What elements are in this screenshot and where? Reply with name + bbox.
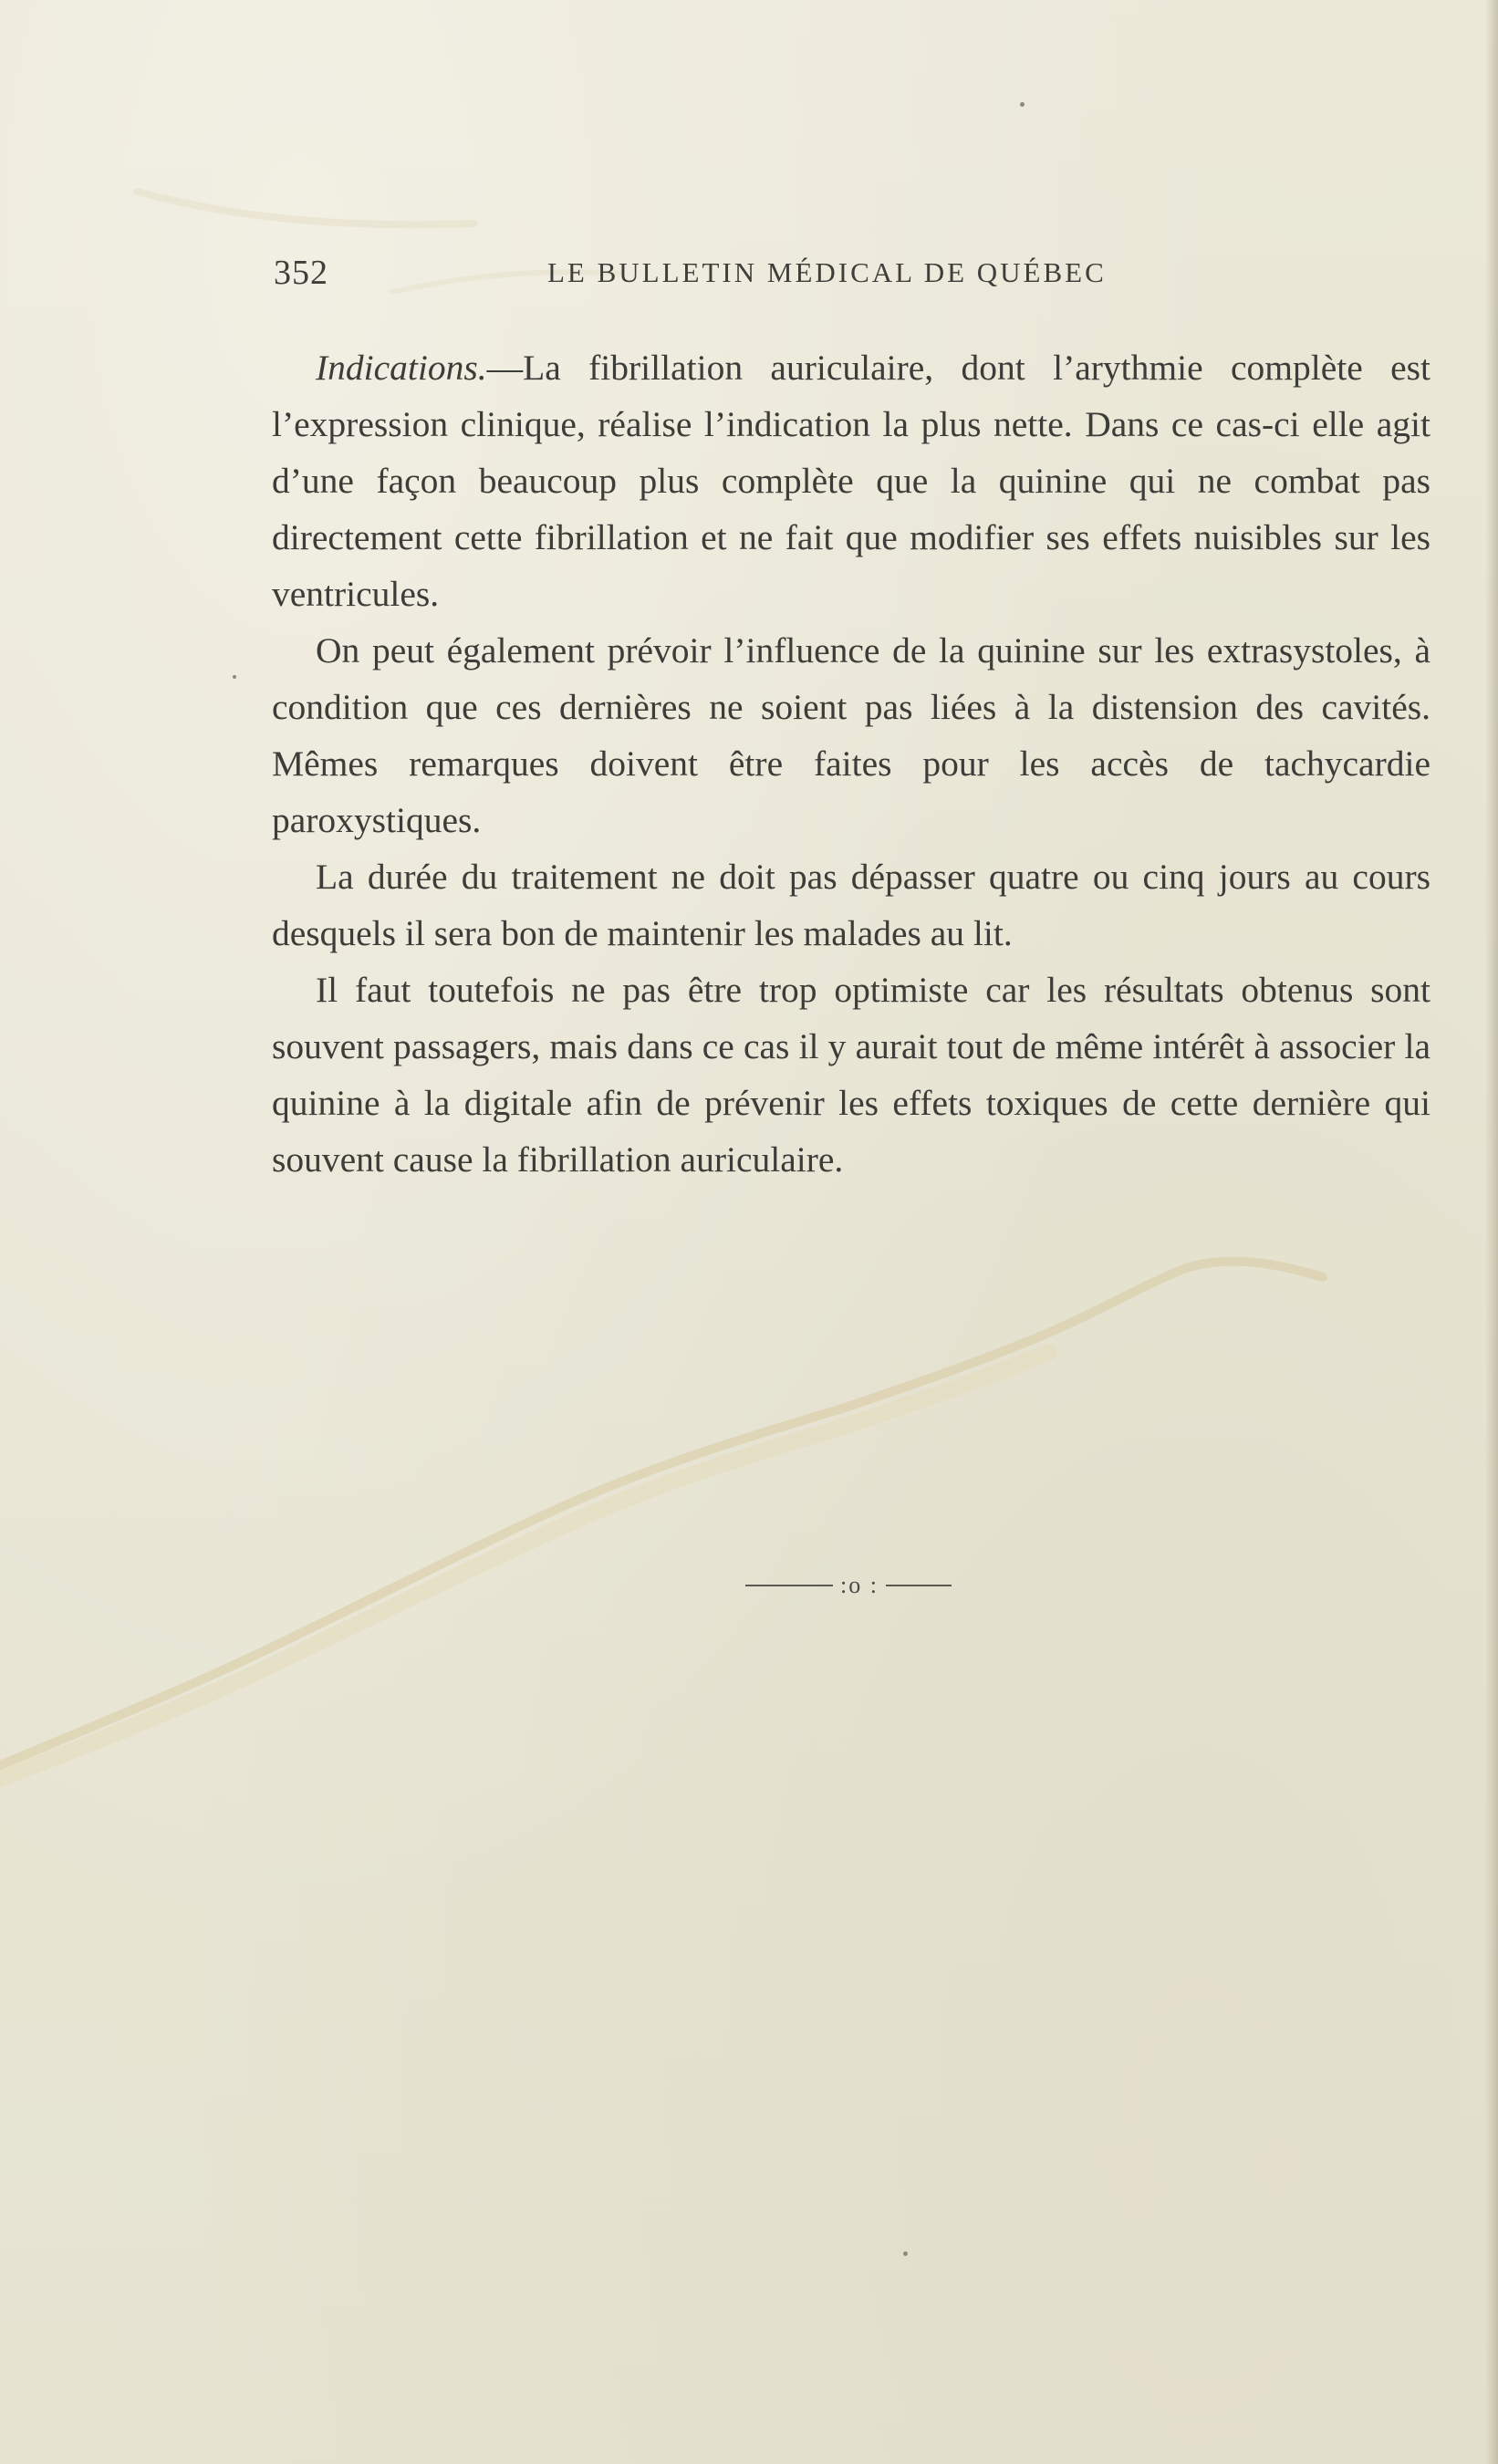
paragraph-text: —La fibrillation auriculaire, dont l’arythmie complète est l’expression clinique, réalise l’indication la plus nette. Dans ce cas-ci elle agit d’une façon beaucoup plus complète que la quinine qui ne combat pas directement cette fibrillation et ne fait que modifier ses effets nuisibles sur les ventricules. (272, 348, 1430, 614)
paragraph-duration: La durée du traitement ne doit pas dépasser quatre ou cinq jours au cours desquels il sera bon de maintenir les malades au lit. (272, 857, 1430, 953)
paragraph-extrasystoles: On peut également prévoir l’influence de la quinine sur les extrasystoles, à condition que ces dernières ne soient pas liées à la distension des cavités. Mêmes remarques doivent être faites pour les accès de tachycardie paroxystiques. (272, 630, 1430, 840)
article-body (272, 339, 1430, 1188)
paragraph-caution: Il faut toutefois ne pas être trop optimiste car les résultats obtenus sont souvent passagers, mais dans ce cas il y aurait tout de même intérêt à associer la quinine à la digitale afin de prévenir les effets toxiques de cette dernière qui souvent cause la fibrillation auriculaire. (272, 970, 1430, 1180)
paper-speck (1020, 102, 1025, 107)
journal-title: LE BULLETIN MÉDICAL DE QUÉBEC (547, 256, 1107, 288)
paragraph-indications (272, 339, 1430, 622)
page-number: 352 (274, 254, 328, 292)
ornament-rule-right (886, 1585, 952, 1586)
ornament-mark: :o : (840, 1572, 879, 1598)
running-head (274, 253, 1432, 298)
page-edge-shadow (1485, 0, 1498, 2464)
paper-speck (233, 675, 236, 679)
section-end-ornament (730, 1567, 967, 1604)
section-lead-italic: Indications. (316, 348, 487, 388)
ornament-rule-left (745, 1585, 833, 1586)
paper-speck (903, 2251, 908, 2256)
